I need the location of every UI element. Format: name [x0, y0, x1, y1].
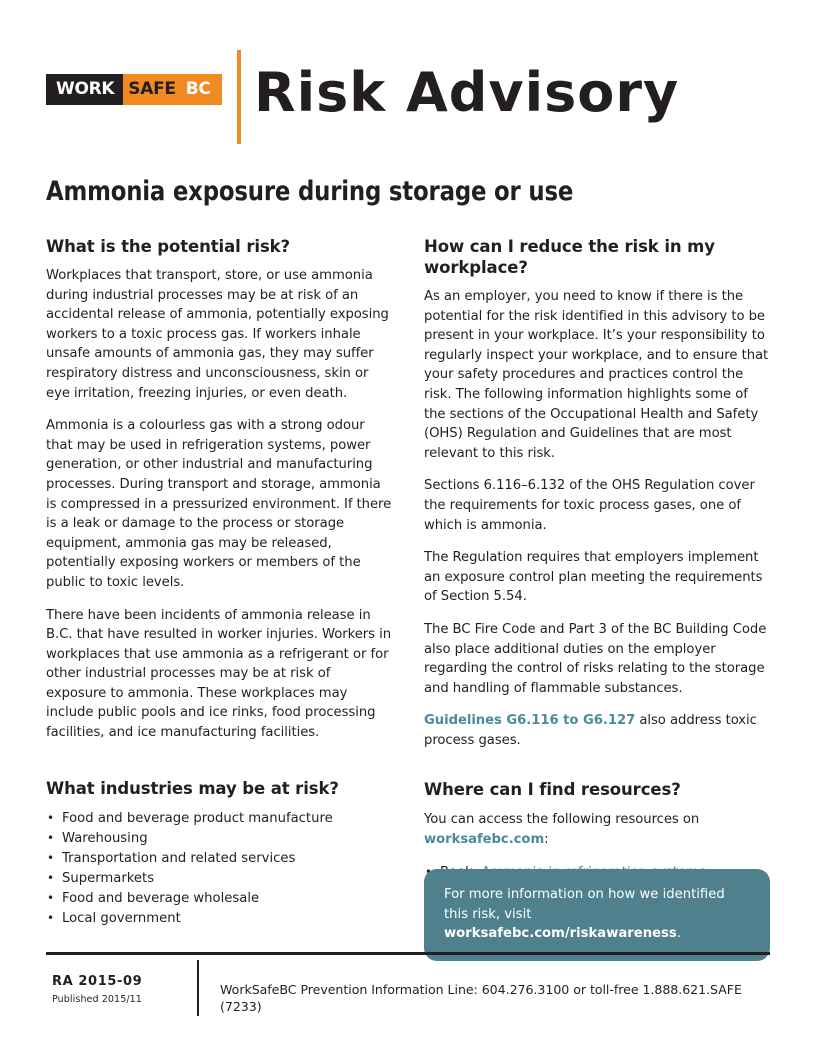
- paragraph-reduce-3: The Regulation requires that employers implement an exposure control plan meeting the requirements of Section 5.54.: [424, 550, 763, 605]
- paragraph-guidelines: [424, 711, 770, 750]
- paragraph-reduce-1: As an employer, you need to know if there is the potential for the risk identified in this advisory to be present in your workplace. It’s your responsibility to regularly inspect your workplace, and to ensure that your safety procedures and practices control the risk. The following information highlights some of the sections of the Occupational Health and Safety (OHS) Regulation and Guidelines that are most relevant to this risk.: [424, 289, 769, 461]
- list-item: • Supermarkets: [46, 869, 392, 889]
- footer-contact-line: WorkSafeBC Prevention Information Line: 604.276.3100 or toll-free 1.888.621.SAFE (7233): [220, 982, 742, 1014]
- callout-text-pre: For more information on how we identified this risk, visit: [444, 887, 725, 922]
- footer-vertical-divider: [197, 960, 199, 1016]
- logo-safe-text: SAFE: [123, 74, 181, 105]
- header-accent-divider: [237, 50, 241, 144]
- list-item: • Warehousing: [46, 829, 392, 849]
- page-header: [46, 48, 770, 146]
- guidelines-link[interactable]: Guidelines G6.116 to G6.127: [424, 713, 636, 729]
- riskawareness-callout: [424, 869, 770, 961]
- left-column: [46, 236, 392, 929]
- worksafebc-logo: [46, 74, 222, 105]
- page-title: Risk Advisory: [254, 61, 680, 124]
- document-title: Ammonia exposure during storage or use: [46, 176, 574, 207]
- footer-published-date: Published 2015/11: [52, 994, 142, 1005]
- guidelines-tail-text: also address toxic process gases.: [424, 713, 757, 748]
- callout-text-post: .: [676, 926, 681, 941]
- resources-intro-post: :: [544, 832, 549, 848]
- footer-document-code: RA 2015-09: [52, 974, 143, 989]
- page-footer: [46, 960, 770, 1016]
- right-column-spacer: [424, 763, 770, 779]
- worksafebc-site-link[interactable]: worksafebc.com: [424, 832, 545, 848]
- list-item: • Transportation and related services: [46, 849, 392, 869]
- callout-url: worksafebc.com/riskawareness: [444, 926, 677, 941]
- heading-industries-at-risk: What industries may be at risk?: [46, 778, 339, 798]
- paragraph-risk-1: Workplaces that transport, store, or use ammonia during industrial processes may be at risk of an accidental release of ammonia, potentially exposing workers to a toxic process gas. If workers inhale unsafe amounts of ammonia gas, they may suffer respiratory distress and unconsciousness, skin or eye irritation, freezing injuries, or even death.: [46, 268, 389, 401]
- heading-potential-risk: What is the potential risk?: [46, 237, 291, 256]
- list-item: • Local government: [46, 909, 392, 929]
- paragraph-risk-3: There have been incidents of ammonia release in B.C. that have resulted in worker injuries. Workers in workplaces that use ammonia as a refrigerant or for other industrial processes may be at risk of exposure to ammonia. These workplaces may include public pools and ice rinks, food processing facilities, and ice manufacturing facilities.: [46, 607, 392, 741]
- footer-divider-rule: [46, 952, 770, 955]
- footer-identifier-block: [52, 974, 192, 1007]
- right-column: [424, 236, 770, 883]
- paragraph-resources-intro: [424, 810, 770, 849]
- industries-list: [46, 809, 392, 929]
- list-item: • Food and beverage wholesale: [46, 889, 392, 909]
- paragraph-risk-2: Ammonia is a colourless gas with a strong odour that may be used in refrigeration systems, power generation, or other industrial and manufacturing processes. During transport and storage, ammonia is compressed in a pressurized environment. If there is a leak or damage to the process or storage equipment, ammonia gas may be released, potentially exposing workers or members of the public to toxic levels.: [46, 418, 392, 590]
- logo-work-text: WORK: [46, 74, 123, 105]
- resources-intro-pre: You can access the following resources on: [424, 812, 700, 828]
- logo-bc-text: BC: [182, 74, 222, 105]
- paragraph-reduce-4: The BC Fire Code and Part 3 of the BC Building Code also place additional duties on the employer regarding the control of risks relating to the storage and handling of flammable substances.: [424, 621, 767, 696]
- paragraph-reduce-2: Sections 6.116–6.132 of the OHS Regulation cover the requirements for toxic process gases, one of which is ammonia.: [424, 478, 755, 533]
- heading-reduce-risk: How can I reduce the risk in my workplace?: [424, 237, 715, 277]
- heading-find-resources: Where can I find resources?: [424, 780, 681, 800]
- list-item: • Food and beverage product manufacture: [46, 809, 392, 829]
- left-column-spacer: [46, 756, 392, 778]
